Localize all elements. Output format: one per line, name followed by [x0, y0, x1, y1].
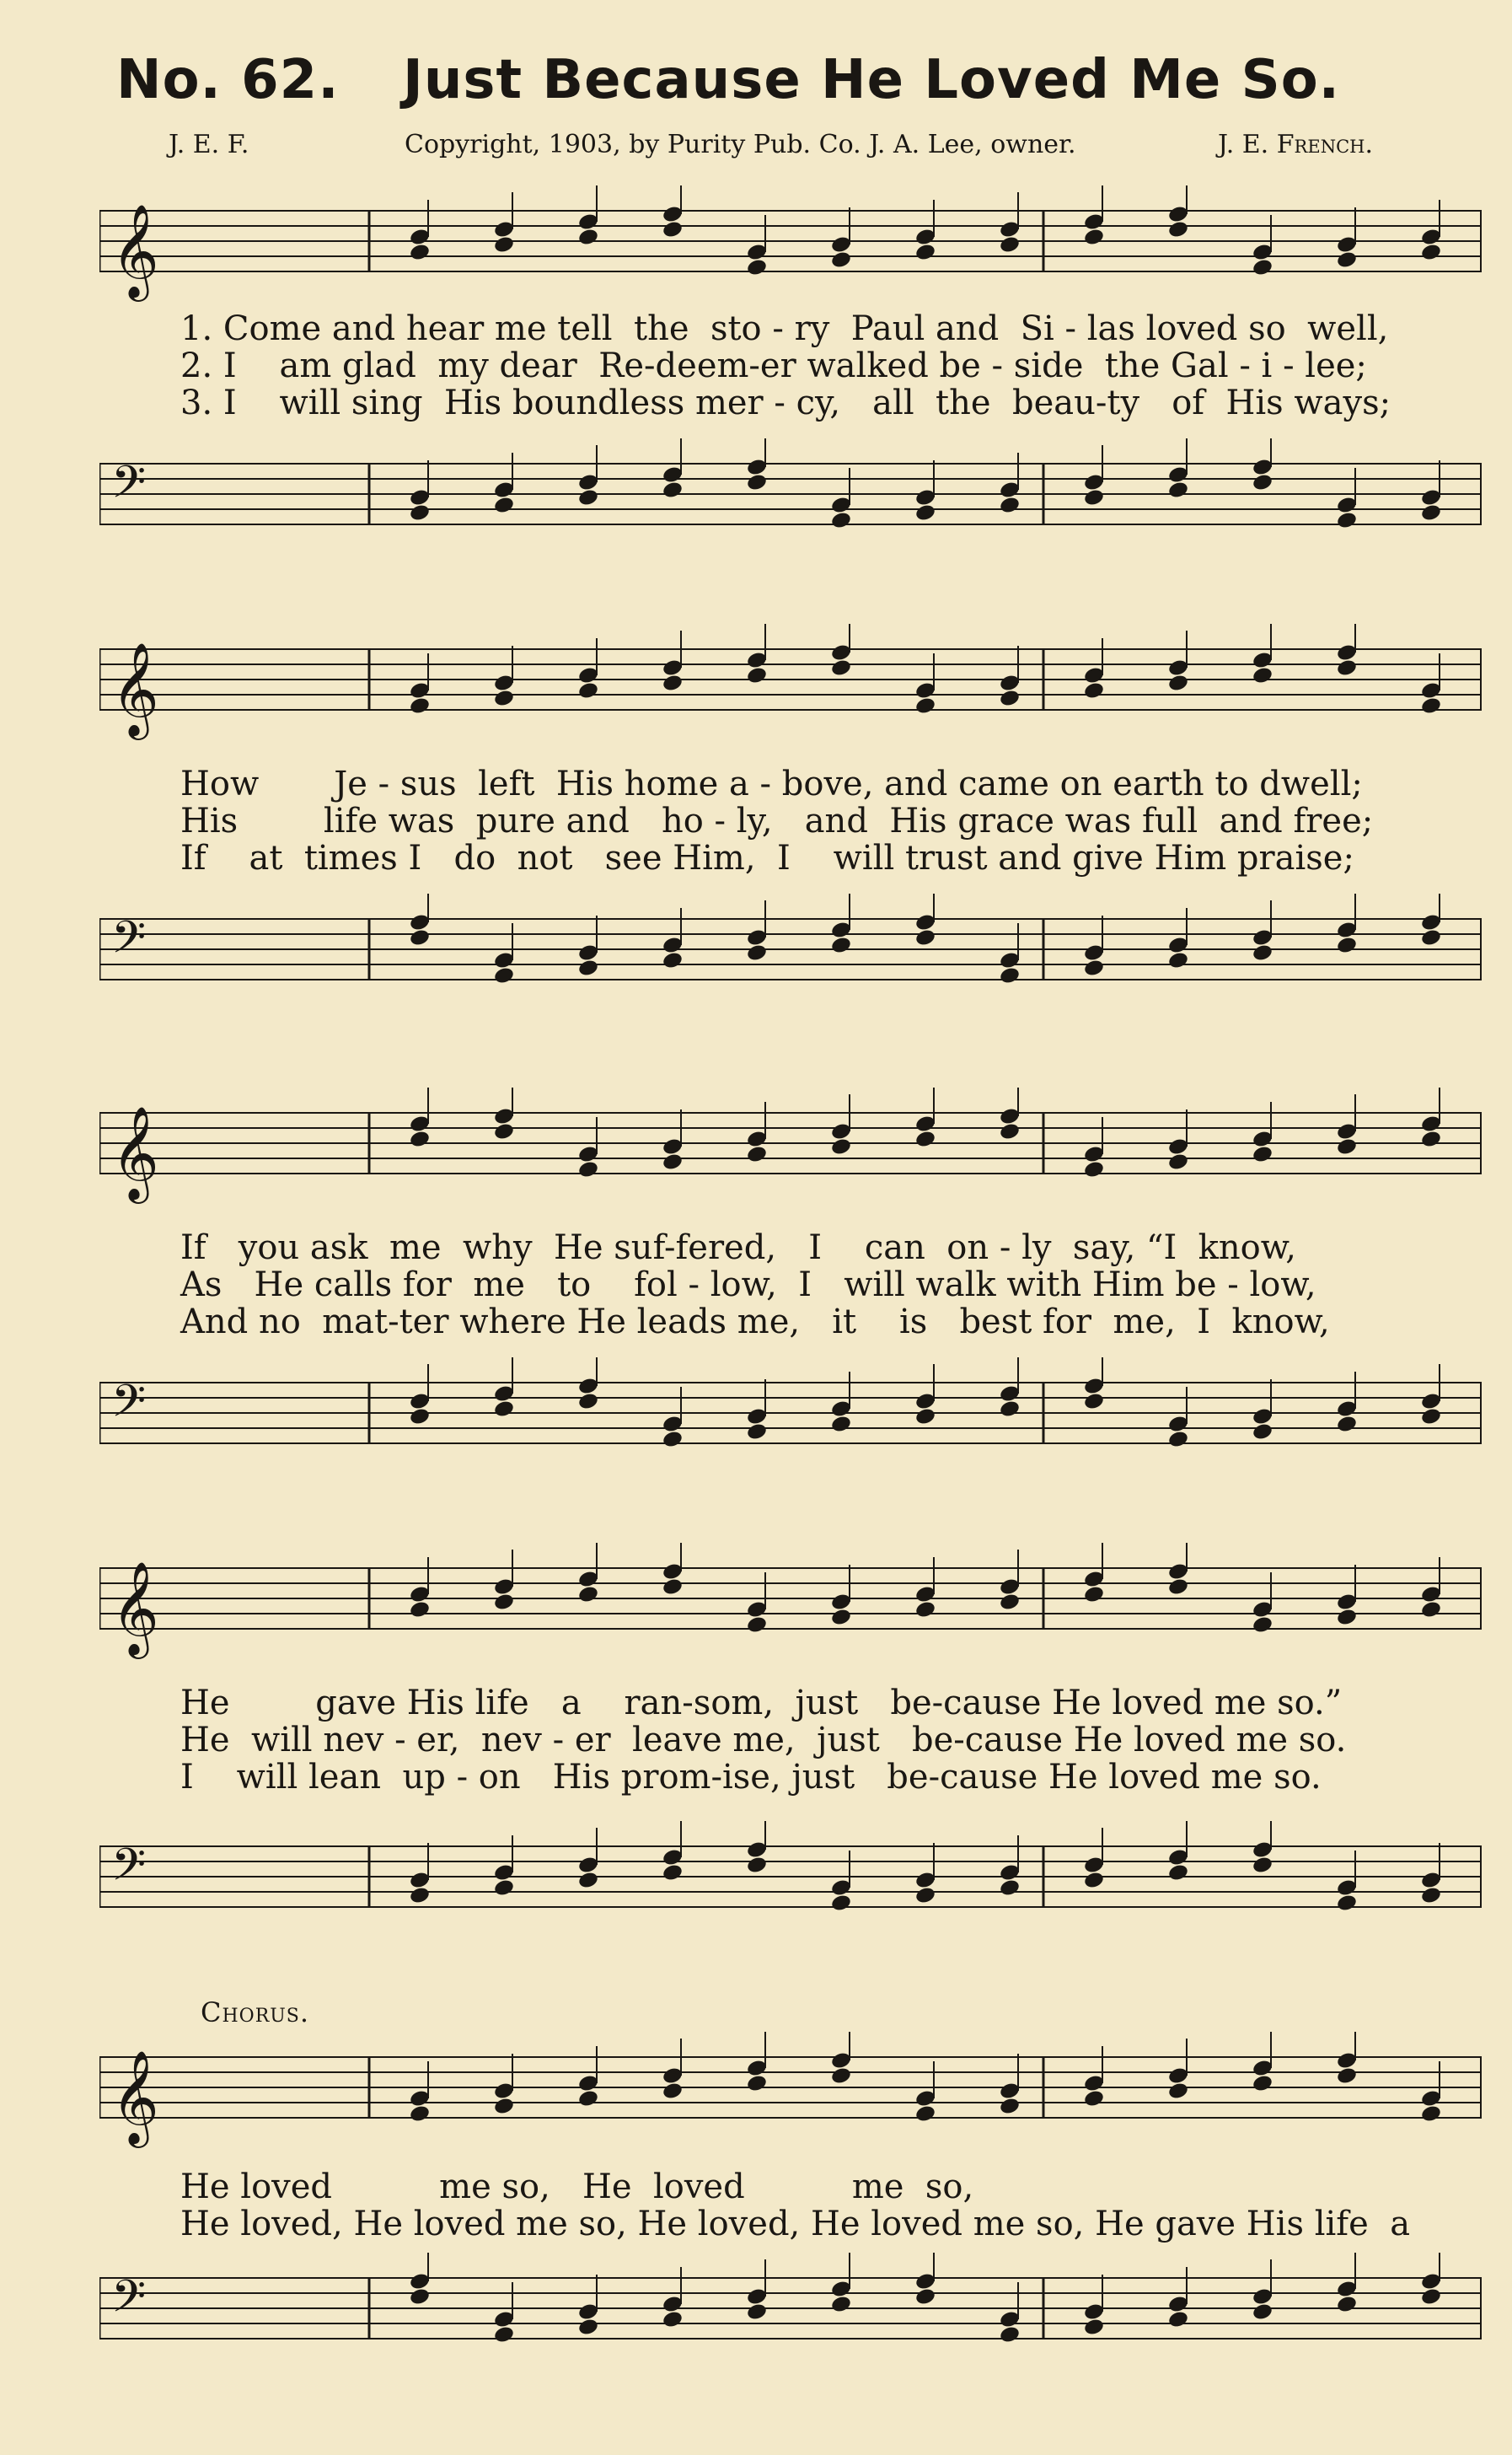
note-head — [1167, 1863, 1189, 1883]
note-head — [1083, 1392, 1105, 1411]
hymn-title: Just Because He Loved Me So. — [403, 49, 1340, 111]
note-head — [1336, 1137, 1358, 1157]
note-head — [662, 2310, 684, 2329]
note-head — [1420, 1886, 1442, 1905]
note-head — [999, 1399, 1021, 1419]
note-head — [1083, 1160, 1105, 1179]
note-head — [662, 2082, 684, 2101]
note-head — [493, 2325, 515, 2345]
note-head — [1252, 666, 1273, 685]
note-head — [914, 1886, 936, 1905]
note-head — [1252, 1856, 1273, 1875]
note-head — [577, 1871, 599, 1890]
note-head — [1167, 1430, 1189, 1449]
note-head — [1420, 2287, 1442, 2307]
verse-lyrics — [180, 1684, 1478, 1796]
note-head — [1336, 1894, 1358, 1913]
note-head — [1336, 2066, 1358, 2086]
note-head — [999, 1878, 1021, 1898]
note-head — [830, 2295, 852, 2314]
bass-clef-icon: 𝄢 — [111, 912, 147, 975]
bass-staff — [99, 2253, 1482, 2371]
note-head — [830, 1894, 852, 1913]
note-head — [577, 2089, 599, 2109]
note-head — [830, 511, 852, 530]
note-head — [1336, 250, 1358, 270]
verse-lyrics — [180, 766, 1478, 877]
note-head — [746, 258, 768, 277]
note-head — [409, 2287, 431, 2307]
note-head — [746, 943, 768, 963]
music-system-4 — [99, 1543, 1482, 1947]
note-head — [1083, 2089, 1105, 2109]
note-head — [409, 696, 431, 716]
note-head — [914, 2104, 936, 2124]
bass-staff — [99, 1357, 1482, 1475]
note-head — [493, 1878, 515, 1898]
note-head — [1167, 2082, 1189, 2101]
lyric-line: If you ask me why He suf-fered, I can on - ly say, “I know, — [180, 1228, 1296, 1267]
note-head — [577, 1160, 599, 1179]
note-head — [1252, 2074, 1273, 2093]
note-head — [1167, 2310, 1189, 2329]
note-head — [409, 243, 431, 262]
note-head — [914, 1600, 936, 1620]
note-head — [1252, 943, 1273, 963]
note-head — [493, 496, 515, 515]
note-head — [662, 220, 684, 239]
note-head — [493, 966, 515, 986]
composer-credit: J. E. French. — [1218, 130, 1373, 159]
note-head — [1420, 928, 1442, 948]
treble-clef-icon: 𝄞 — [111, 1105, 159, 1200]
note-head — [662, 1863, 684, 1883]
note-head — [914, 2287, 936, 2307]
lyric-line: And no mat-ter where He leads me, it is best for me, I know, — [180, 1303, 1330, 1341]
note-head — [662, 674, 684, 693]
note-head — [662, 1152, 684, 1172]
note-head — [409, 1600, 431, 1620]
chorus-label: Chorus. — [201, 1996, 310, 2028]
note-head — [577, 228, 599, 247]
note-head — [914, 1130, 936, 1149]
note-head — [1167, 1577, 1189, 1597]
note-head — [662, 1577, 684, 1597]
note-head — [830, 1608, 852, 1627]
music-system-1 — [99, 185, 1482, 573]
treble-clef-icon: 𝄞 — [111, 642, 159, 736]
copyright-notice: Copyright, 1903, by Purity Pub. Co. J. A. Lee, owner. — [405, 130, 1076, 159]
music-system-2 — [99, 624, 1482, 1012]
title-row — [116, 49, 1431, 116]
note-head — [577, 959, 599, 978]
note-head — [746, 1422, 768, 1442]
bass-staff — [99, 438, 1482, 556]
lyric-line: I will lean up - on His prom-ise, just be-cause He loved me so. — [180, 1758, 1322, 1797]
lyric-line: How Je - sus left His home a - bove, and came on earth to dwell; — [180, 765, 1363, 803]
lyric-line: 1. Come and hear me tell the sto - ry Paul and Si - las loved so well, — [180, 309, 1389, 348]
note-head — [914, 503, 936, 523]
note-head — [999, 1593, 1021, 1612]
note-head — [1083, 2318, 1105, 2337]
treble-clef-icon: 𝄞 — [111, 203, 159, 298]
lyric-line: He loved me so, He loved me so, — [180, 2168, 974, 2206]
lyric-line: He gave His life a ran-som, just be-cause He loved me so.” — [180, 1684, 1343, 1722]
note-head — [577, 2318, 599, 2337]
note-head — [746, 666, 768, 685]
note-head — [493, 2097, 515, 2116]
note-head — [830, 2066, 852, 2086]
note-head — [1252, 1422, 1273, 1442]
note-head — [1420, 2104, 1442, 2124]
note-head — [914, 928, 936, 948]
note-head — [746, 473, 768, 492]
note-head — [1420, 1600, 1442, 1620]
note-head — [493, 1122, 515, 1142]
bass-staff — [99, 1821, 1482, 1939]
note-head — [662, 481, 684, 500]
bass-clef-icon: 𝄢 — [111, 2271, 147, 2334]
note-head — [746, 1615, 768, 1635]
note-head — [1083, 681, 1105, 701]
treble-staff — [99, 185, 1482, 304]
note-head — [577, 488, 599, 508]
note-head — [662, 1430, 684, 1449]
bass-clef-icon: 𝄢 — [111, 1840, 147, 1902]
note-head — [830, 936, 852, 955]
note-head — [999, 235, 1021, 255]
note-head — [1083, 228, 1105, 247]
note-head — [746, 2302, 768, 2322]
note-head — [1420, 696, 1442, 716]
note-head — [830, 658, 852, 678]
verse-lyrics — [180, 1229, 1478, 1340]
lyric-line: If at times I do not see Him, I will trust and give Him praise; — [180, 839, 1354, 878]
note-head — [409, 2104, 431, 2124]
note-head — [914, 1407, 936, 1426]
note-head — [1420, 503, 1442, 523]
note-head — [409, 1886, 431, 1905]
note-head — [1252, 1145, 1273, 1164]
bass-staff — [99, 894, 1482, 1012]
note-head — [914, 243, 936, 262]
note-head — [1336, 1415, 1358, 1434]
note-head — [914, 696, 936, 716]
note-head — [1167, 1152, 1189, 1172]
note-head — [662, 951, 684, 970]
verse-lyrics — [180, 310, 1478, 422]
note-head — [999, 689, 1021, 708]
note-head — [1252, 2302, 1273, 2322]
lyric-line: As He calls for me to fol - low, I will walk with Him be - low, — [180, 1265, 1316, 1304]
lyric-line: He will nev - er, nev - er leave me, just be-cause He loved me so. — [180, 1721, 1347, 1759]
treble-staff — [99, 1088, 1482, 1206]
note-head — [1420, 1407, 1442, 1426]
bass-clef-icon: 𝄢 — [111, 1376, 147, 1438]
note-head — [493, 235, 515, 255]
lyricist-credit: J. E. F. — [169, 130, 249, 159]
note-head — [746, 2074, 768, 2093]
note-head — [1252, 1615, 1273, 1635]
note-head — [999, 1122, 1021, 1142]
note-head — [1336, 511, 1358, 530]
note-head — [830, 1137, 852, 1157]
note-head — [1167, 481, 1189, 500]
treble-staff — [99, 2032, 1482, 2150]
note-head — [1252, 473, 1273, 492]
note-head — [493, 689, 515, 708]
note-head — [1336, 936, 1358, 955]
note-head — [1083, 1585, 1105, 1604]
note-head — [577, 1585, 599, 1604]
bass-clef-icon: 𝄢 — [111, 457, 147, 519]
note-head — [746, 1856, 768, 1875]
music-system-3 — [99, 1088, 1482, 1475]
treble-clef-icon: 𝄞 — [111, 1561, 159, 1655]
note-head — [409, 928, 431, 948]
note-head — [746, 1145, 768, 1164]
lyric-line: His life was pure and ho - ly, and His grace was full and free; — [180, 802, 1374, 841]
note-head — [1167, 951, 1189, 970]
treble-staff — [99, 624, 1482, 742]
note-head — [999, 966, 1021, 986]
note-head — [577, 1392, 599, 1411]
note-head — [1167, 220, 1189, 239]
note-head — [1083, 959, 1105, 978]
note-head — [1336, 1608, 1358, 1627]
note-head — [1420, 243, 1442, 262]
note-head — [999, 2325, 1021, 2345]
note-head — [830, 250, 852, 270]
note-head — [999, 496, 1021, 515]
treble-staff — [99, 1543, 1482, 1661]
note-head — [1252, 258, 1273, 277]
note-head — [1336, 2295, 1358, 2314]
music-system-chorus — [99, 2032, 1482, 2436]
note-head — [409, 1407, 431, 1426]
note-head — [409, 1130, 431, 1149]
note-head — [1167, 674, 1189, 693]
note-head — [830, 1415, 852, 1434]
note-head — [493, 1399, 515, 1419]
lyric-line: 3. I will sing His boundless mer - cy, all the beau-ty of His ways; — [180, 384, 1391, 422]
note-head — [999, 2097, 1021, 2116]
note-head — [409, 503, 431, 523]
note-head — [577, 681, 599, 701]
note-head — [1083, 1871, 1105, 1890]
lyric-line: He loved, He loved me so, He loved, He loved me so, He gave His life a — [180, 2205, 1411, 2243]
chorus-lyrics — [180, 2168, 1478, 2243]
note-head — [1420, 1130, 1442, 1149]
lyric-line: 2. I am glad my dear Re-deem-er walked be - side the Gal - i - lee; — [180, 346, 1367, 385]
treble-clef-icon: 𝄞 — [111, 2049, 159, 2144]
note-head — [493, 1593, 515, 1612]
note-head — [1083, 488, 1105, 508]
hymn-number: No. 62. — [116, 49, 340, 111]
note-head — [1336, 658, 1358, 678]
